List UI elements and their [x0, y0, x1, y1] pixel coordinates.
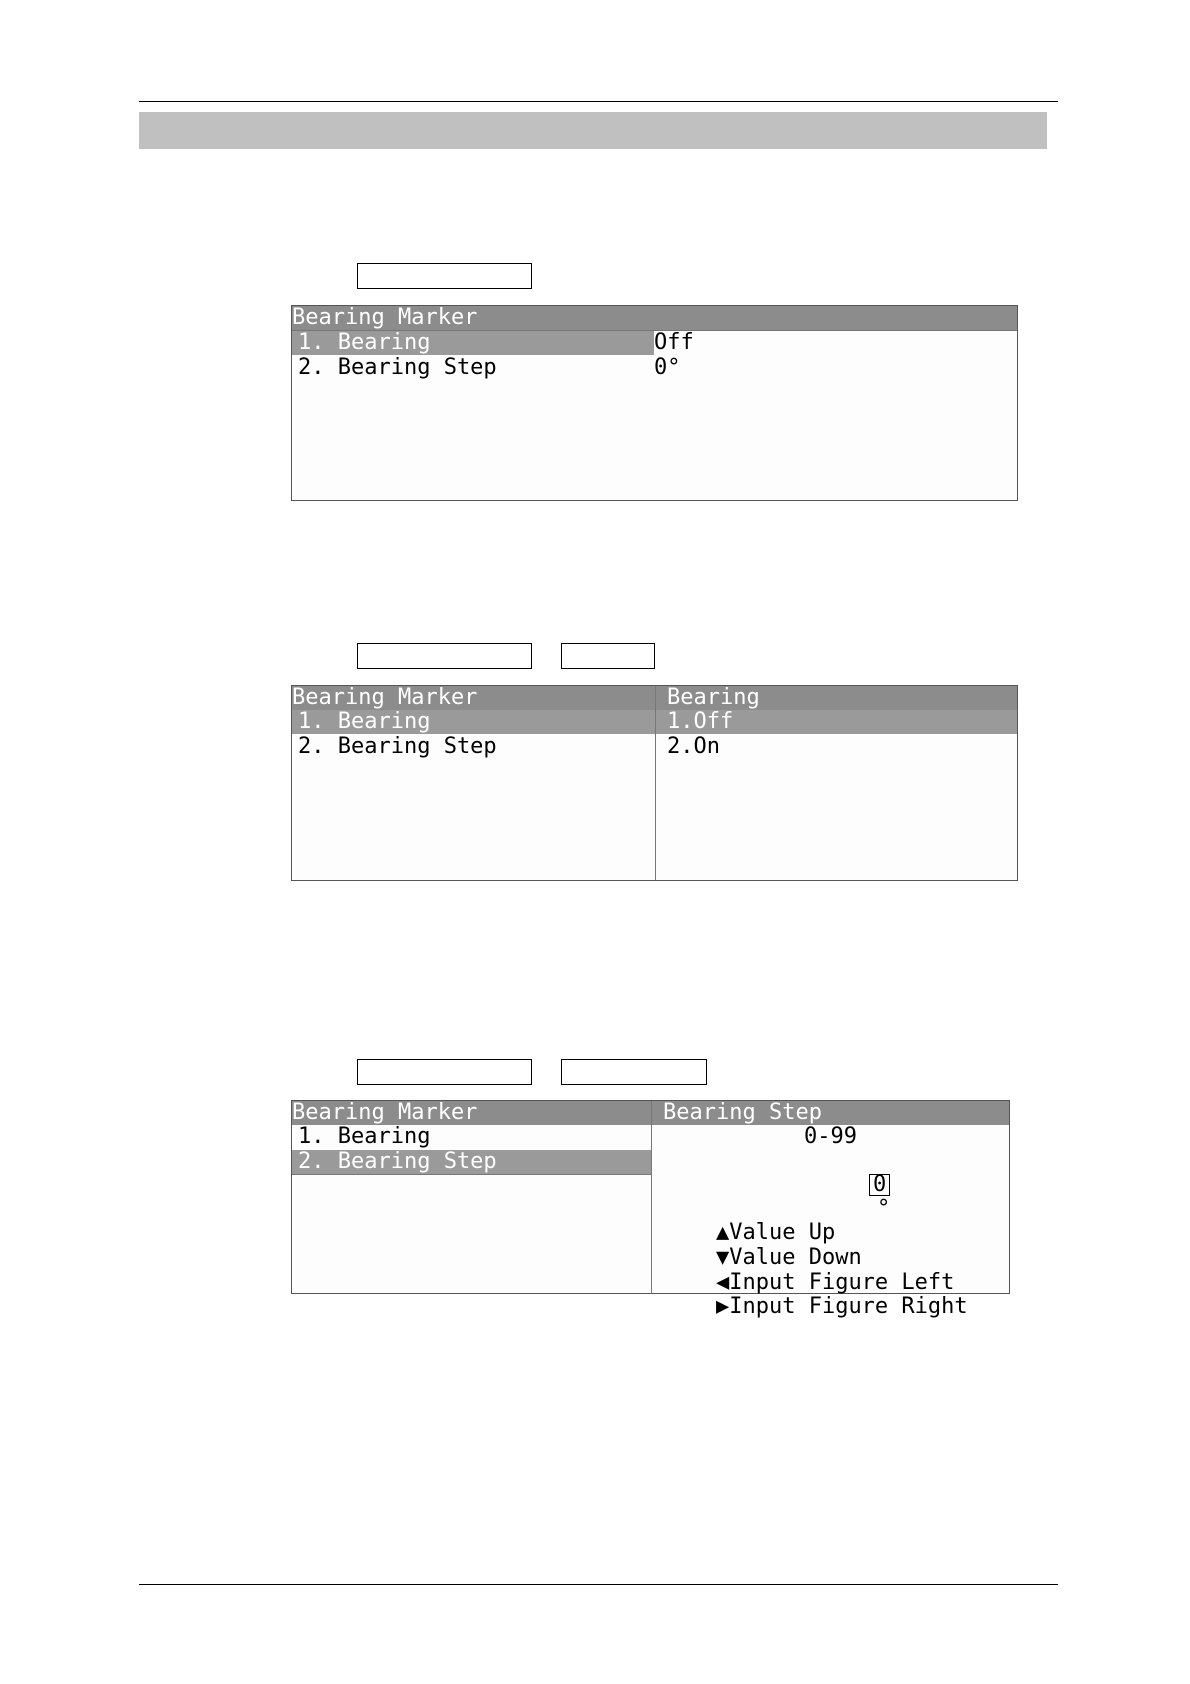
- triangle-down-icon: ▼: [715, 1245, 730, 1270]
- triangle-left-icon: ◀: [715, 1270, 730, 1295]
- list-end-divider: [292, 1174, 651, 1175]
- screen-header-right: Bearing Step: [652, 1101, 1009, 1125]
- option-off[interactable]: 1.Off: [656, 710, 1017, 734]
- key-box-3a: [357, 1059, 532, 1085]
- triangle-up-icon: ▲: [715, 1220, 730, 1245]
- screen-header-left: Bearing Marker: [292, 686, 655, 710]
- screen-header-right: Bearing: [656, 686, 1017, 710]
- triangle-right-icon: ▶: [715, 1294, 730, 1319]
- menu-item-bearing-step[interactable]: 2. Bearing Step: [298, 355, 497, 380]
- bearing-marker-screen-1: [291, 305, 1018, 501]
- key-box-2a: [357, 643, 532, 669]
- range-text: 0-99: [804, 1124, 857, 1149]
- menu-item-bearing-step[interactable]: 2. Bearing Step: [298, 734, 497, 759]
- top-rule: [139, 101, 1058, 102]
- menu-item-bearing[interactable]: 1. Bearing: [292, 710, 655, 734]
- column-divider: [651, 1101, 652, 1293]
- screen-header: Bearing Marker: [292, 306, 1017, 330]
- key-box-3b: [561, 1059, 707, 1085]
- menu-item-bearing[interactable]: 1. Bearing: [292, 331, 654, 355]
- key-box-2b: [561, 643, 655, 669]
- value-input[interactable]: 0: [869, 1174, 890, 1196]
- bottom-rule: [139, 1584, 1058, 1585]
- bearing-marker-screen-2: [291, 685, 1018, 881]
- help-value-up: ▲Value Up: [715, 1220, 836, 1245]
- key-box-1: [357, 263, 532, 289]
- value-input-row: [816, 1149, 891, 1221]
- option-on[interactable]: 2.On: [667, 734, 720, 759]
- help-value-down: ▼Value Down: [715, 1245, 862, 1270]
- screen-header-left: Bearing Marker: [292, 1101, 651, 1125]
- menu-item-bearing[interactable]: 1. Bearing: [298, 1124, 431, 1149]
- menu-item-bearing-step[interactable]: 2. Bearing Step: [292, 1150, 651, 1174]
- bearing-step-value: 0°: [654, 355, 681, 380]
- help-figure-left: ◀Input Figure Left: [715, 1270, 955, 1295]
- degree-unit: °: [876, 1196, 891, 1221]
- bearing-value: Off: [654, 330, 694, 355]
- bearing-marker-screen-3: [291, 1100, 1010, 1319]
- section-title-band: [139, 112, 1047, 149]
- help-figure-right: ▶Input Figure Right: [715, 1294, 968, 1319]
